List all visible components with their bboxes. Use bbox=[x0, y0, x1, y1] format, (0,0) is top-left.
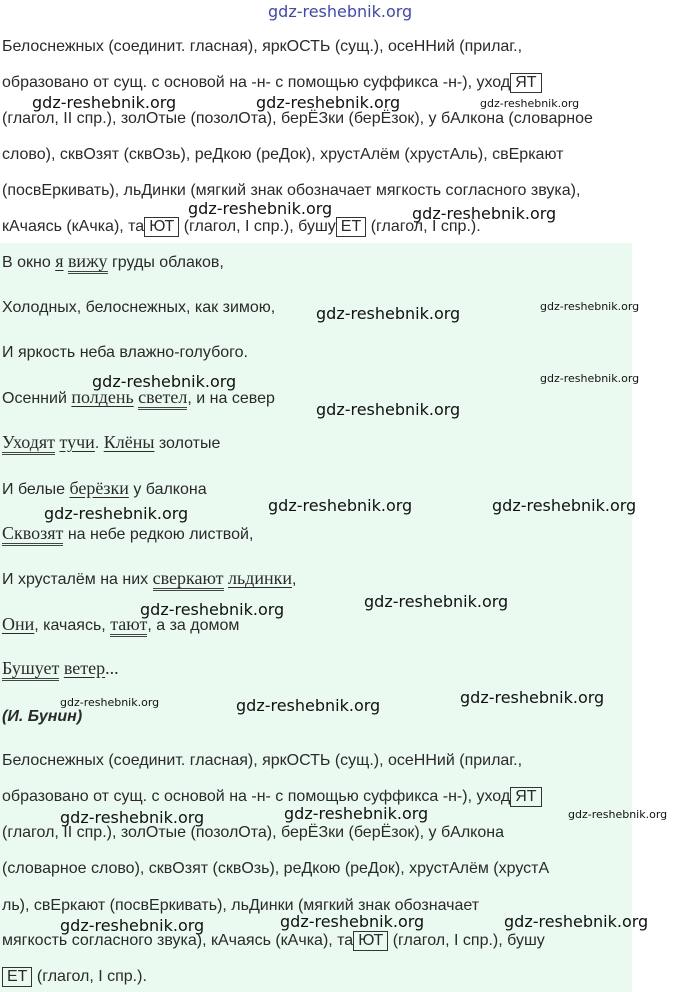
watermark: gdz-reshebnik.org bbox=[44, 504, 189, 523]
watermark: gdz-reshebnik.org bbox=[60, 808, 205, 827]
watermark: gdz-reshebnik.org bbox=[284, 804, 429, 823]
poem-author: (И. Бунин) bbox=[2, 708, 83, 725]
ending-box: ЯТ bbox=[510, 787, 541, 807]
block2-line2: образовано от сущ. с основой на -н- с помощью суффикса -н-), уход ЯТ bbox=[2, 786, 542, 808]
block2-line5: ль), свЕркают (посвЕркивать), льДинки (мягкий знак обозначает bbox=[2, 897, 480, 914]
watermark: gdz-reshebnik.org bbox=[460, 688, 605, 707]
block1-line2: образовано от сущ. с основой на -н- с помощью суффикса -н-), уход ЯТ bbox=[2, 72, 542, 94]
subject: я bbox=[55, 251, 64, 271]
watermark: gdz-reshebnik.org bbox=[92, 372, 237, 391]
subject: полдень bbox=[71, 387, 134, 407]
watermark: gdz-reshebnik.org bbox=[32, 93, 177, 112]
poem-line5: Уходят тучи. Клёны золотые bbox=[2, 431, 220, 455]
subject: Они bbox=[2, 614, 35, 634]
watermark: gdz-reshebnik.org bbox=[568, 808, 668, 821]
predicate: Сквозят bbox=[2, 523, 63, 546]
poem-line4: Осенний полдень светел, и на север bbox=[2, 386, 275, 410]
watermark: gdz-reshebnik.org bbox=[316, 304, 461, 323]
watermark: gdz-reshebnik.org bbox=[540, 372, 640, 385]
predicate: тают bbox=[110, 614, 147, 637]
watermark-top: gdz-reshebnik.org bbox=[268, 2, 413, 21]
ending-box: ЕТ bbox=[336, 217, 366, 237]
ending-box: ЮТ bbox=[144, 217, 179, 237]
poem-line8: И хрусталём на них сверкают льдинки, bbox=[2, 567, 296, 591]
subject: ветер bbox=[63, 658, 106, 678]
block2-line7: ЕТ (глагол, I спр.). bbox=[2, 966, 147, 988]
subject: тучи bbox=[59, 432, 95, 452]
watermark: gdz-reshebnik.org bbox=[280, 912, 425, 931]
block2-line3: (глагол, II спр.), золОтые (позолОта), берЁЗки (берЁзок), у бАлкона bbox=[2, 824, 504, 841]
block2-line4: (словарное слово), сквОзят (сквОзь), реДкою (реДок), хрустАлём (хрустА bbox=[2, 860, 550, 877]
poem-line2: Холодных, белоснежных, как зимою, bbox=[2, 299, 276, 316]
ending-box: ЮТ bbox=[353, 931, 388, 951]
watermark: gdz-reshebnik.org bbox=[480, 97, 580, 110]
poem-line7: Сквозят на небе редкою листвой, bbox=[2, 522, 253, 546]
predicate: Бушует bbox=[2, 658, 59, 681]
poem-line6: И белые берёзки у балкона bbox=[2, 478, 207, 498]
predicate: светел bbox=[138, 387, 187, 410]
predicate: вижу bbox=[68, 251, 108, 274]
watermark: gdz-reshebnik.org bbox=[492, 496, 637, 515]
watermark: gdz-reshebnik.org bbox=[140, 600, 285, 619]
watermark: gdz-reshebnik.org bbox=[268, 496, 413, 515]
predicate: сверкают bbox=[153, 568, 224, 591]
block2-line1: Белоснежных (соединит. гласная), яркОСТЬ (сущ.), осеННий (прилаг., bbox=[2, 752, 523, 769]
poem-line9: Они, качаясь, тают, а за домом bbox=[2, 613, 239, 637]
poem-line3: И яркость неба влажно-голубого. bbox=[2, 344, 248, 361]
block2-line6: мягкость согласного звука), кАчаясь (кАчка), та ЮТ (глагол, I спр.), бушу bbox=[2, 932, 545, 949]
watermark: gdz-reshebnik.org bbox=[256, 93, 401, 112]
watermark: gdz-reshebnik.org bbox=[412, 204, 557, 223]
ending-box: ЕТ bbox=[2, 967, 32, 987]
watermark: gdz-reshebnik.org bbox=[60, 696, 160, 709]
block1-line6: кАчаясь (кАчка), та ЮТ (глагол, I спр.), бушу ЕТ (глагол, I спр.). bbox=[2, 218, 481, 235]
subject: Клёны bbox=[103, 432, 155, 452]
poem-line10: Бушует ветер... bbox=[2, 657, 119, 681]
watermark: gdz-reshebnik.org bbox=[504, 912, 649, 931]
block1-line5: (посвЕркивать), льДинки (мягкий знак обозначает мягкость согласного звука), bbox=[2, 182, 581, 199]
watermark: gdz-reshebnik.org bbox=[316, 400, 461, 419]
watermark: gdz-reshebnik.org bbox=[364, 592, 509, 611]
subject: берёзки bbox=[69, 478, 129, 498]
ending-box: ЯТ bbox=[510, 73, 541, 93]
block1-line3: (глагол, II спр.), золОтые (позолОта), берЁЗки (берЁзок), у бАлкона (словарное bbox=[2, 110, 593, 127]
subject: льдинки bbox=[227, 568, 292, 588]
watermark: gdz-reshebnik.org bbox=[188, 199, 333, 218]
block1-line4: слово), сквОзят (сквОзь), реДкою (реДок), хрустАлём (хрустАль), свЕркают bbox=[2, 146, 564, 163]
poem-line1: В окно я вижу груды облаков, bbox=[2, 250, 224, 274]
watermark: gdz-reshebnik.org bbox=[60, 916, 205, 935]
block1-line1: Белоснежных (соединит. гласная), яркОСТЬ (сущ.), осеННий (прилаг., bbox=[2, 38, 523, 55]
watermark: gdz-reshebnik.org bbox=[236, 696, 381, 715]
predicate: Уходят bbox=[2, 432, 55, 455]
watermark: gdz-reshebnik.org bbox=[540, 300, 640, 313]
